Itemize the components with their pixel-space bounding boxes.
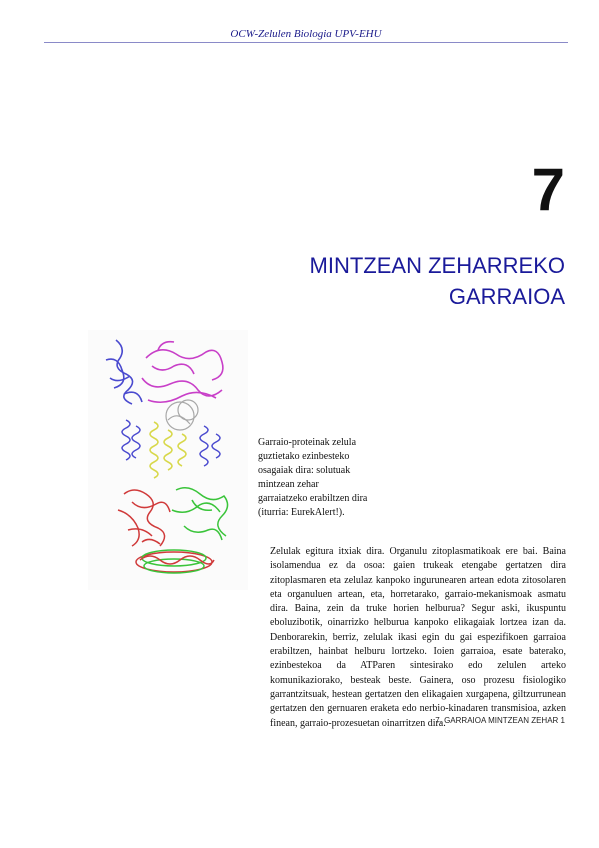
header-rule [44, 42, 568, 43]
chapter-title-line-2: GARRAIOA [448, 284, 565, 309]
body-paragraph: Zelulak egitura itxiak dira. Organulu zitoplasmatikoak ere bai. Baina isolamendua ez da osoa: gaien trukeak etengabe gertatzen dira zitoplasmaren eta zelulaz kanpoko ingurunearen artean edota zitosolaren eta organuluen artean, eta, horretarako, garraio-mekanismoak asmatu dira. Baina, zein da truke horien helburua? Segur aski, ikuspuntu eboluzibotik, oinarrizko helburua kanpoko elikagaiak lortzea izan da. Denborarekin, berriz, zelulak ikasi egin du gai espezifikoen garraioa erabiltzen, hainbat helburu lortzeko. Ioien garraioa, esate baterako, ezinbestekoa da ATParen sintesirako edo zelulen arteko komunikaziorako, besteak beste. Gainera, oso prozesu fisiologiko garrantzitsuak, hestean gertatzen den elikagaien xurgapena, giltzurrunean gertatzen den gernuaren eraketa edo nerbio-kinadaren transmisioa, azken finean, garraio-prozesuetan oinarritzen dira. [270, 546, 566, 729]
caption-line: (iturria: EurekAlert!). [258, 507, 345, 518]
running-header: OCW-Zelulen Biologia UPV-EHU [230, 28, 382, 40]
figure-caption [258, 436, 398, 520]
caption-line: Garraio-proteinak zelula [258, 437, 357, 448]
caption-line: osagaiak dira: solutuak [258, 465, 351, 476]
protein-structure-figure [88, 330, 248, 590]
caption-line: guztietako ezinbesteko [258, 451, 350, 462]
chapter-title [205, 250, 565, 312]
page-footer: 7. GARRAIOA MINTZEAN ZEHAR 1 [435, 716, 565, 725]
caption-line: mintzean zehar [258, 479, 319, 490]
chapter-title-line-1: MINTZEAN ZEHARREKO [309, 253, 565, 278]
protein-structure-icon [88, 330, 248, 590]
chapter-number: 7 [531, 156, 565, 223]
caption-line: garraiatzeko erabiltzen dira [258, 493, 368, 504]
